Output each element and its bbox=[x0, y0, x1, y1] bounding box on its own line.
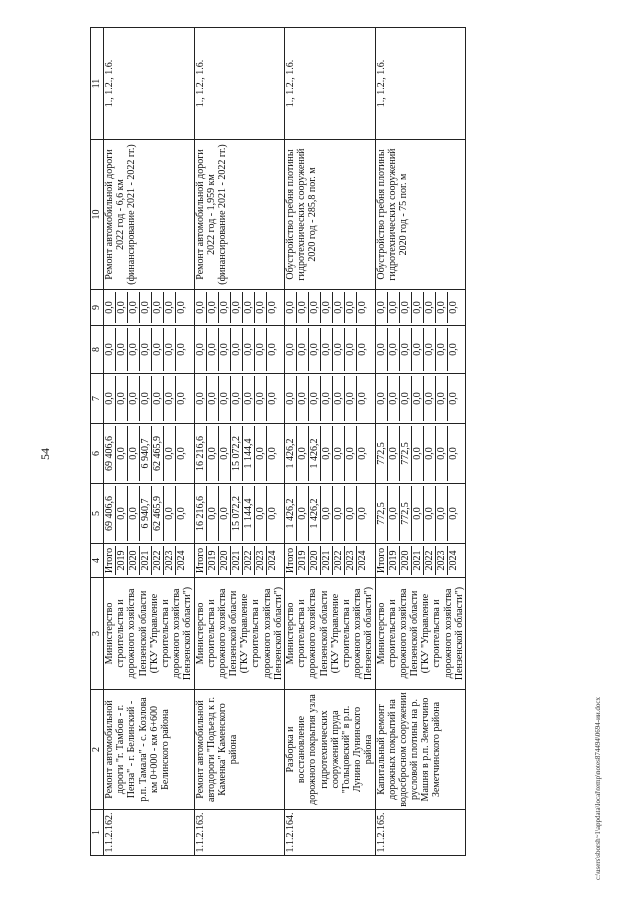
regional-budget-value: 62 465,9 bbox=[152, 426, 164, 481]
other-sources-value: 0,0 bbox=[400, 292, 412, 323]
expected-result: Ремонт автомобильной дороги 2022 год - 6,6 км (финансирование 2021 - 2022 гг.) bbox=[104, 140, 195, 290]
local-budget-value: 0,0 bbox=[176, 343, 187, 356]
local-budget-value: 0,0 bbox=[376, 328, 388, 371]
regional-budget-value: 15 072,2 bbox=[231, 426, 243, 481]
program-table bbox=[90, 27, 466, 856]
total-funding-value: 15 072,2 bbox=[231, 486, 243, 541]
year-list-value: 2020 bbox=[309, 546, 321, 575]
regional-budget-value: 0,0 bbox=[219, 426, 231, 481]
local-budget-value: 0,0 bbox=[345, 328, 357, 371]
total-funding-value: 0,0 bbox=[219, 486, 231, 541]
table-body bbox=[104, 28, 466, 856]
other-sources-value: 0,0 bbox=[255, 292, 267, 323]
year-list-value: 2023 bbox=[345, 546, 357, 575]
total-funding-value: 0,0 bbox=[436, 486, 448, 541]
activity-name: Ремонт автомобильной дороги "г. Тамбов - г. Пенза" - г. Белинский - р.п. Тамала" - с. Козлова км 0+000 - км 6+600 Белинского района bbox=[104, 690, 195, 810]
regional-budget-value: 0,0 bbox=[207, 426, 219, 481]
executor: Министерство строительства и дорожного хозяйства Пензенской области (ГКУ "Управление строительства и дорожного хозяйства Пензенской области") bbox=[375, 578, 466, 690]
federal-budget-value: 0,0 bbox=[266, 392, 278, 405]
year-list-value: 2021 bbox=[140, 546, 152, 575]
local-budget-value: 0,0 bbox=[412, 328, 424, 371]
executor: Министерство строительства и дорожного хозяйства Пензенской области (ГКУ "Управление строительства и дорожного хозяйства Пензенской области") bbox=[104, 578, 195, 690]
regional-budget-value: 0,0 bbox=[333, 426, 345, 481]
other-sources-value: 0,0 bbox=[285, 292, 297, 323]
other-sources-value: 0,0 bbox=[104, 292, 116, 323]
other-sources-value: 0,0 bbox=[333, 292, 345, 323]
other-sources-value: 0,0 bbox=[436, 292, 448, 323]
year-list-value: 2022 bbox=[152, 546, 164, 575]
table-row bbox=[375, 28, 466, 856]
local-budget-value: 0,0 bbox=[231, 328, 243, 371]
regional-budget-value: 0,0 bbox=[357, 447, 368, 460]
regional-budget-value: 6 940,7 bbox=[140, 426, 152, 481]
year-list-value: 2020 bbox=[219, 546, 231, 575]
regional-budget-value: 0,0 bbox=[321, 426, 333, 481]
year-list-value: 2022 bbox=[333, 546, 345, 575]
local-budget-value: 0,0 bbox=[116, 328, 128, 371]
year-list-value: 2019 bbox=[388, 546, 400, 575]
expected-result: Ремонт автомобильной дороги 2022 год - 1,959 км (финансирование 2021 - 2022 гг.) bbox=[194, 140, 285, 290]
column-header-11: 11 bbox=[91, 28, 104, 140]
other-sources bbox=[104, 290, 195, 326]
year-list-value: 2022 bbox=[424, 546, 436, 575]
column-header-6: 6 bbox=[91, 424, 104, 484]
regional-budget bbox=[104, 424, 195, 484]
row-id: 1.1.2.162. bbox=[104, 810, 195, 856]
total-funding-value: 0,0 bbox=[321, 486, 333, 541]
total-funding-value: 0,0 bbox=[424, 486, 436, 541]
local-budget-value: 0,0 bbox=[243, 328, 255, 371]
federal-budget bbox=[285, 374, 376, 424]
local-budget-value: 0,0 bbox=[285, 328, 297, 371]
regional-budget bbox=[285, 424, 376, 484]
other-sources-value: 0,0 bbox=[321, 292, 333, 323]
regional-budget-value: 1 144,4 bbox=[243, 426, 255, 481]
indicator-code: 1., 1.2., 1.6. bbox=[285, 28, 376, 140]
local-budget-value: 0,0 bbox=[164, 328, 176, 371]
total-funding bbox=[194, 484, 285, 544]
year-list-value: 2019 bbox=[116, 546, 128, 575]
year-list-value: 2024 bbox=[357, 550, 368, 571]
year-list-value: 2023 bbox=[255, 546, 267, 575]
year-list-value: 2020 bbox=[400, 546, 412, 575]
federal-budget-value: 0,0 bbox=[116, 376, 128, 421]
regional-budget-value: 1 426,2 bbox=[285, 426, 297, 481]
other-sources-value: 0,0 bbox=[243, 292, 255, 323]
total-funding-value: 0,0 bbox=[116, 486, 128, 541]
local-budget-value: 0,0 bbox=[195, 328, 207, 371]
federal-budget-value: 0,0 bbox=[447, 392, 459, 405]
other-sources bbox=[375, 290, 466, 326]
local-budget-value: 0,0 bbox=[333, 328, 345, 371]
other-sources-value: 0,0 bbox=[447, 301, 459, 314]
local-budget-value: 0,0 bbox=[128, 328, 140, 371]
total-funding-value: 62 465,9 bbox=[152, 486, 164, 541]
year-list-value: Итого bbox=[285, 547, 296, 574]
year-list-value: 2024 bbox=[266, 550, 278, 571]
local-budget-value: 0,0 bbox=[255, 328, 267, 371]
total-funding-value: 0,0 bbox=[207, 486, 219, 541]
year-list bbox=[194, 544, 285, 578]
total-funding bbox=[285, 484, 376, 544]
column-header-2: 2 bbox=[91, 690, 104, 810]
regional-budget-value: 772,5 bbox=[376, 426, 388, 481]
federal-budget-value: 0,0 bbox=[297, 376, 309, 421]
regional-budget-value: 0,0 bbox=[388, 426, 400, 481]
year-list-value: 2021 bbox=[412, 546, 424, 575]
table-row bbox=[194, 28, 285, 856]
other-sources-value: 0,0 bbox=[266, 301, 278, 314]
regional-budget-value: 0,0 bbox=[266, 447, 278, 460]
other-sources-value: 0,0 bbox=[412, 292, 424, 323]
federal-budget-value: 0,0 bbox=[376, 376, 388, 421]
other-sources-value: 0,0 bbox=[195, 292, 207, 323]
local-budget-value: 0,0 bbox=[388, 328, 400, 371]
total-funding-value: 0,0 bbox=[266, 507, 278, 520]
other-sources-value: 0,0 bbox=[176, 301, 187, 314]
other-sources-value: 0,0 bbox=[164, 292, 176, 323]
row-id: 1.1.2.163. bbox=[194, 810, 285, 856]
year-list-value: 2019 bbox=[207, 546, 219, 575]
local-budget-value: 0,0 bbox=[152, 328, 164, 371]
federal-budget bbox=[375, 374, 466, 424]
local-budget-value: 0,0 bbox=[424, 328, 436, 371]
total-funding-value: 0,0 bbox=[333, 486, 345, 541]
indicator-code: 1., 1.2., 1.6. bbox=[375, 28, 466, 140]
year-list-value: 2021 bbox=[231, 546, 243, 575]
other-sources bbox=[194, 290, 285, 326]
year-list bbox=[375, 544, 466, 578]
indicator-code: 1., 1.2., 1.6. bbox=[104, 28, 195, 140]
total-funding-value: 6 940,7 bbox=[140, 486, 152, 541]
column-header-4: 4 bbox=[91, 544, 104, 578]
federal-budget-value: 0,0 bbox=[388, 376, 400, 421]
federal-budget-value: 0,0 bbox=[164, 376, 176, 421]
federal-budget-value: 0,0 bbox=[219, 376, 231, 421]
rotated-table-container bbox=[90, 28, 570, 856]
federal-budget-value: 0,0 bbox=[333, 376, 345, 421]
row-id: 1.1.2.164. bbox=[285, 810, 376, 856]
other-sources-value: 0,0 bbox=[207, 292, 219, 323]
local-budget bbox=[375, 326, 466, 374]
year-list-value: Итого bbox=[375, 547, 387, 574]
federal-budget-value: 0,0 bbox=[321, 376, 333, 421]
federal-budget-value: 0,0 bbox=[207, 376, 219, 421]
local-budget bbox=[285, 326, 376, 374]
total-funding-value: 0,0 bbox=[357, 507, 368, 520]
regional-budget-value: 0,0 bbox=[176, 447, 187, 460]
other-sources-value: 0,0 bbox=[219, 292, 231, 323]
year-list-value: 2019 bbox=[297, 546, 309, 575]
federal-budget-value: 0,0 bbox=[176, 392, 187, 405]
federal-budget-value: 0,0 bbox=[152, 376, 164, 421]
federal-budget-value: 0,0 bbox=[140, 376, 152, 421]
total-funding-value: 0,0 bbox=[412, 486, 424, 541]
other-sources-value: 0,0 bbox=[231, 292, 243, 323]
expected-result: Обустройство гребня плотины гидротехнических сооружений 2020 год - 285,8 пог. м bbox=[285, 140, 376, 290]
local-budget bbox=[194, 326, 285, 374]
total-funding-value: 16 216,6 bbox=[195, 486, 207, 541]
row-id: 1.1.2.165. bbox=[375, 810, 466, 856]
regional-budget-value: 0,0 bbox=[128, 426, 140, 481]
year-list-value: 2024 bbox=[176, 550, 187, 571]
column-header-7: 7 bbox=[91, 374, 104, 424]
year-list bbox=[285, 544, 376, 578]
column-header-10: 10 bbox=[91, 140, 104, 290]
total-funding-value: 0,0 bbox=[388, 486, 400, 541]
total-funding-value: 1 426,2 bbox=[285, 486, 297, 541]
federal-budget bbox=[104, 374, 195, 424]
federal-budget-value: 0,0 bbox=[231, 376, 243, 421]
other-sources-value: 0,0 bbox=[376, 292, 388, 323]
regional-budget-value: 0,0 bbox=[412, 426, 424, 481]
local-budget bbox=[104, 326, 195, 374]
federal-budget-value: 0,0 bbox=[400, 376, 412, 421]
year-list-value: Итого bbox=[104, 547, 115, 574]
year-list bbox=[104, 544, 195, 578]
other-sources-value: 0,0 bbox=[128, 292, 140, 323]
regional-budget bbox=[194, 424, 285, 484]
total-funding-value: 0,0 bbox=[447, 507, 459, 520]
regional-budget-value: 0,0 bbox=[345, 426, 357, 481]
other-sources-value: 0,0 bbox=[424, 292, 436, 323]
regional-budget-value: 0,0 bbox=[436, 426, 448, 481]
total-funding-value: 0,0 bbox=[297, 486, 309, 541]
other-sources-value: 0,0 bbox=[116, 292, 128, 323]
local-budget-value: 0,0 bbox=[140, 328, 152, 371]
column-header-1: 1 bbox=[91, 810, 104, 856]
executor: Министерство строительства и дорожного хозяйства Пензенской области (ГКУ "Управление строительства и дорожного хозяйства Пензенской области") bbox=[194, 578, 285, 690]
local-budget-value: 0,0 bbox=[297, 328, 309, 371]
other-sources-value: 0,0 bbox=[357, 301, 368, 314]
column-header-9: 9 bbox=[91, 290, 104, 326]
federal-budget-value: 0,0 bbox=[255, 376, 267, 421]
total-funding-value: 1 426,2 bbox=[309, 486, 321, 541]
local-budget-value: 0,0 bbox=[266, 343, 278, 356]
regional-budget bbox=[375, 424, 466, 484]
activity-name: Разборка и восстановление дорожного покрытия узла гидротехнических сооружений пруда "Гольцовский" в р.п. Лунино Лунинского района bbox=[285, 690, 376, 810]
federal-budget-value: 0,0 bbox=[357, 392, 368, 405]
year-list-value: Итого bbox=[194, 547, 206, 574]
regional-budget-value: 0,0 bbox=[424, 426, 436, 481]
column-header-3: 3 bbox=[91, 578, 104, 690]
total-funding-value: 0,0 bbox=[128, 486, 140, 541]
other-sources-value: 0,0 bbox=[388, 292, 400, 323]
federal-budget bbox=[194, 374, 285, 424]
year-list-value: 2023 bbox=[164, 546, 176, 575]
regional-budget-value: 1 426,2 bbox=[309, 426, 321, 481]
local-budget-value: 0,0 bbox=[207, 328, 219, 371]
regional-budget-value: 0,0 bbox=[447, 447, 459, 460]
total-funding bbox=[375, 484, 466, 544]
local-budget-value: 0,0 bbox=[104, 328, 116, 371]
local-budget-value: 0,0 bbox=[321, 328, 333, 371]
other-sources-value: 0,0 bbox=[152, 292, 164, 323]
table-row bbox=[285, 28, 376, 856]
regional-budget-value: 0,0 bbox=[255, 426, 267, 481]
federal-budget-value: 0,0 bbox=[243, 376, 255, 421]
federal-budget-value: 0,0 bbox=[309, 376, 321, 421]
expected-result: Обустройство гребня плотины гидротехнических сооружений 2020 год - 75 пог. м bbox=[375, 140, 466, 290]
footer-file-path: c:\users\sborsh~1\appdata\local\temp\notes874494\0694-ии.docx bbox=[594, 697, 602, 880]
other-sources bbox=[285, 290, 376, 326]
regional-budget-value: 772,5 bbox=[400, 426, 412, 481]
year-list-value: 2024 bbox=[447, 550, 459, 571]
federal-budget-value: 0,0 bbox=[412, 376, 424, 421]
regional-budget-value: 0,0 bbox=[116, 426, 128, 481]
local-budget-value: 0,0 bbox=[447, 343, 459, 356]
total-funding-value: 772,5 bbox=[400, 486, 412, 541]
activity-name: Капитальный ремонт дорожных покрытий на водосбросном сооружении русловой плотины на р. Машня в р.п. Земетчино Земетчинского района bbox=[375, 690, 466, 810]
total-funding-value: 0,0 bbox=[345, 486, 357, 541]
total-funding-value: 0,0 bbox=[255, 486, 267, 541]
regional-budget-value: 16 216,6 bbox=[195, 426, 207, 481]
other-sources-value: 0,0 bbox=[309, 292, 321, 323]
total-funding-value: 1 144,4 bbox=[243, 486, 255, 541]
year-list-value: 2022 bbox=[243, 546, 255, 575]
total-funding bbox=[104, 484, 195, 544]
federal-budget-value: 0,0 bbox=[424, 376, 436, 421]
federal-budget-value: 0,0 bbox=[345, 376, 357, 421]
local-budget-value: 0,0 bbox=[400, 328, 412, 371]
executor: Министерство строительства и дорожного хозяйства Пензенской области (ГКУ "Управление строительства и дорожного хозяйства Пензенской области") bbox=[285, 578, 376, 690]
federal-budget-value: 0,0 bbox=[104, 376, 116, 421]
year-list-value: 2023 bbox=[436, 546, 448, 575]
other-sources-value: 0,0 bbox=[297, 292, 309, 323]
table-header-row bbox=[91, 28, 104, 856]
total-funding-value: 0,0 bbox=[176, 507, 187, 520]
federal-budget-value: 0,0 bbox=[195, 376, 207, 421]
table-row bbox=[104, 28, 195, 856]
federal-budget-value: 0,0 bbox=[436, 376, 448, 421]
total-funding-value: 69 406,6 bbox=[104, 486, 116, 541]
total-funding-value: 0,0 bbox=[164, 486, 176, 541]
local-budget-value: 0,0 bbox=[219, 328, 231, 371]
year-list-value: 2020 bbox=[128, 546, 140, 575]
total-funding-value: 772,5 bbox=[376, 486, 388, 541]
local-budget-value: 0,0 bbox=[357, 343, 368, 356]
local-budget-value: 0,0 bbox=[309, 328, 321, 371]
other-sources-value: 0,0 bbox=[345, 292, 357, 323]
column-header-5: 5 bbox=[91, 484, 104, 544]
activity-name: Ремонт автомобильной автодороги "Подъезд к г. Каменка" Каменского района bbox=[194, 690, 285, 810]
regional-budget-value: 0,0 bbox=[164, 426, 176, 481]
regional-budget-value: 69 406,6 bbox=[104, 426, 116, 481]
regional-budget-value: 0,0 bbox=[297, 426, 309, 481]
indicator-code: 1., 1.2., 1.6. bbox=[194, 28, 285, 140]
page-number: 54 bbox=[38, 448, 52, 460]
local-budget-value: 0,0 bbox=[436, 328, 448, 371]
federal-budget-value: 0,0 bbox=[128, 376, 140, 421]
column-header-8: 8 bbox=[91, 326, 104, 374]
federal-budget-value: 0,0 bbox=[285, 376, 297, 421]
other-sources-value: 0,0 bbox=[140, 292, 152, 323]
year-list-value: 2021 bbox=[321, 546, 333, 575]
